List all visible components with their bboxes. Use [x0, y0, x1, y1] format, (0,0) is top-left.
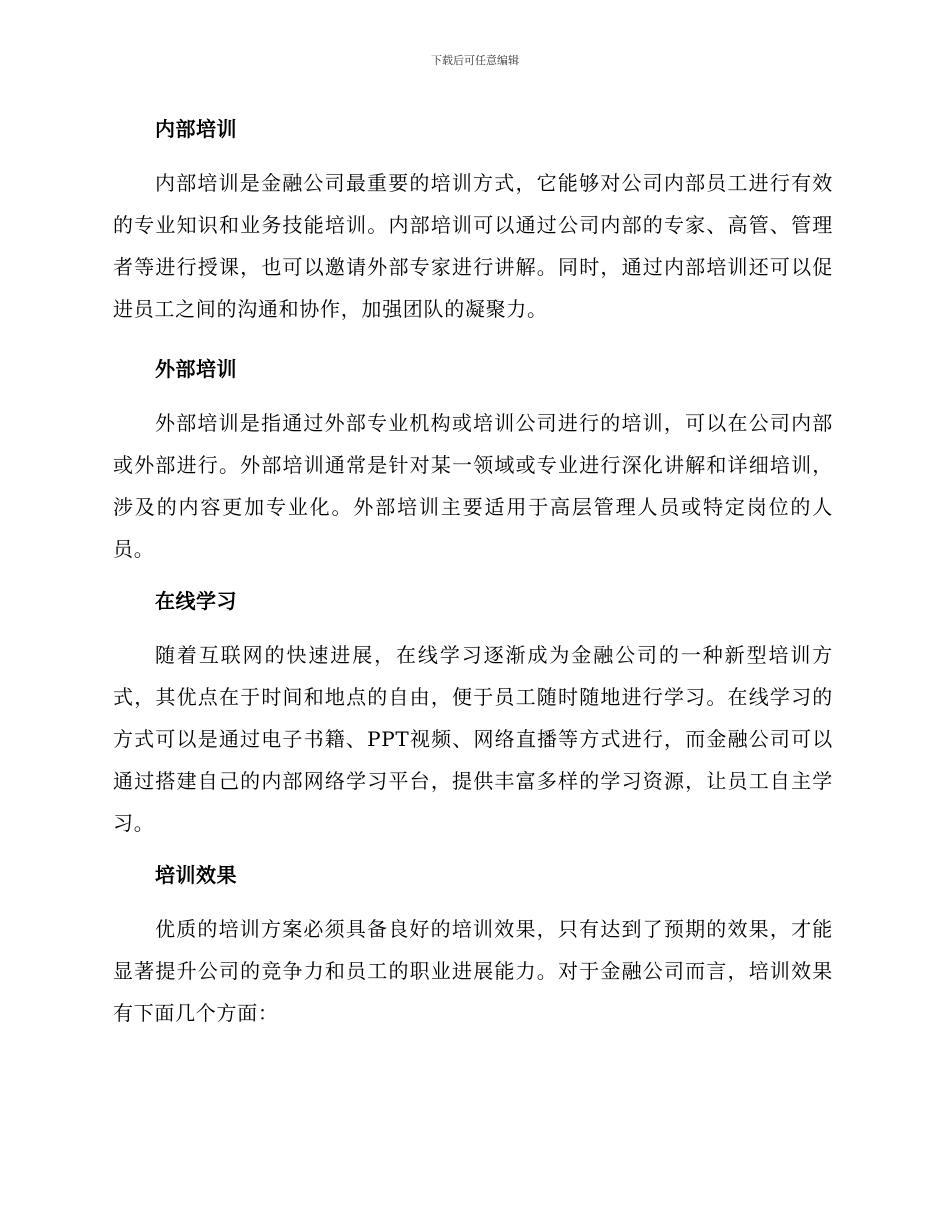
document-content — [113, 108, 833, 1034]
section-heading-training-effect: 培训效果 — [155, 863, 237, 887]
section-body-internal-training: 内部培训是金融公司最重要的培训方式，它能够对公司内部员工进行有效的专业知识和业务技能培训。内部培训可以通过公司内部的专家、高管、管理者等进行授课，也可以邀请外部专家进行讲解。同时，通过内部培训还可以促进员工之间的沟通和协作，加强团队的凝聚力。 — [113, 171, 833, 321]
page-header-note: 下载后可任意编辑 — [431, 54, 519, 67]
section-heading-external-training: 外部培训 — [155, 357, 237, 381]
section-heading-internal-training: 内部培训 — [155, 117, 237, 141]
section-body-online-learning: 随着互联网的快速进展，在线学习逐渐成为金融公司的一种新型培训方式，其优点在于时间和地点的自由，便于员工随时随地进行学习。在线学习的方式可以是通过电子书籍、PPT视频、网络直播等方式进行，而金融公司可以通过搭建自己的内部网络学习平台，提供丰富多样的学习资源，让员工自主学习。 — [113, 643, 833, 835]
section-heading-online-learning: 在线学习 — [155, 589, 237, 613]
section-body-training-effect: 优质的培训方案必须具备良好的培训效果，只有达到了预期的效果，才能显著提升公司的竞争力和员工的职业进展能力。对于金融公司而言，培训效果有下面几个方面： — [113, 917, 833, 1025]
section-body-external-training: 外部培训是指通过外部专业机构或培训公司进行的培训，可以在公司内部或外部进行。外部培训通常是针对某一领域或专业进行深化讲解和详细培训，涉及的内容更加专业化。外部培训主要适用于高层管理人员或特定岗位的人员。 — [113, 411, 833, 561]
